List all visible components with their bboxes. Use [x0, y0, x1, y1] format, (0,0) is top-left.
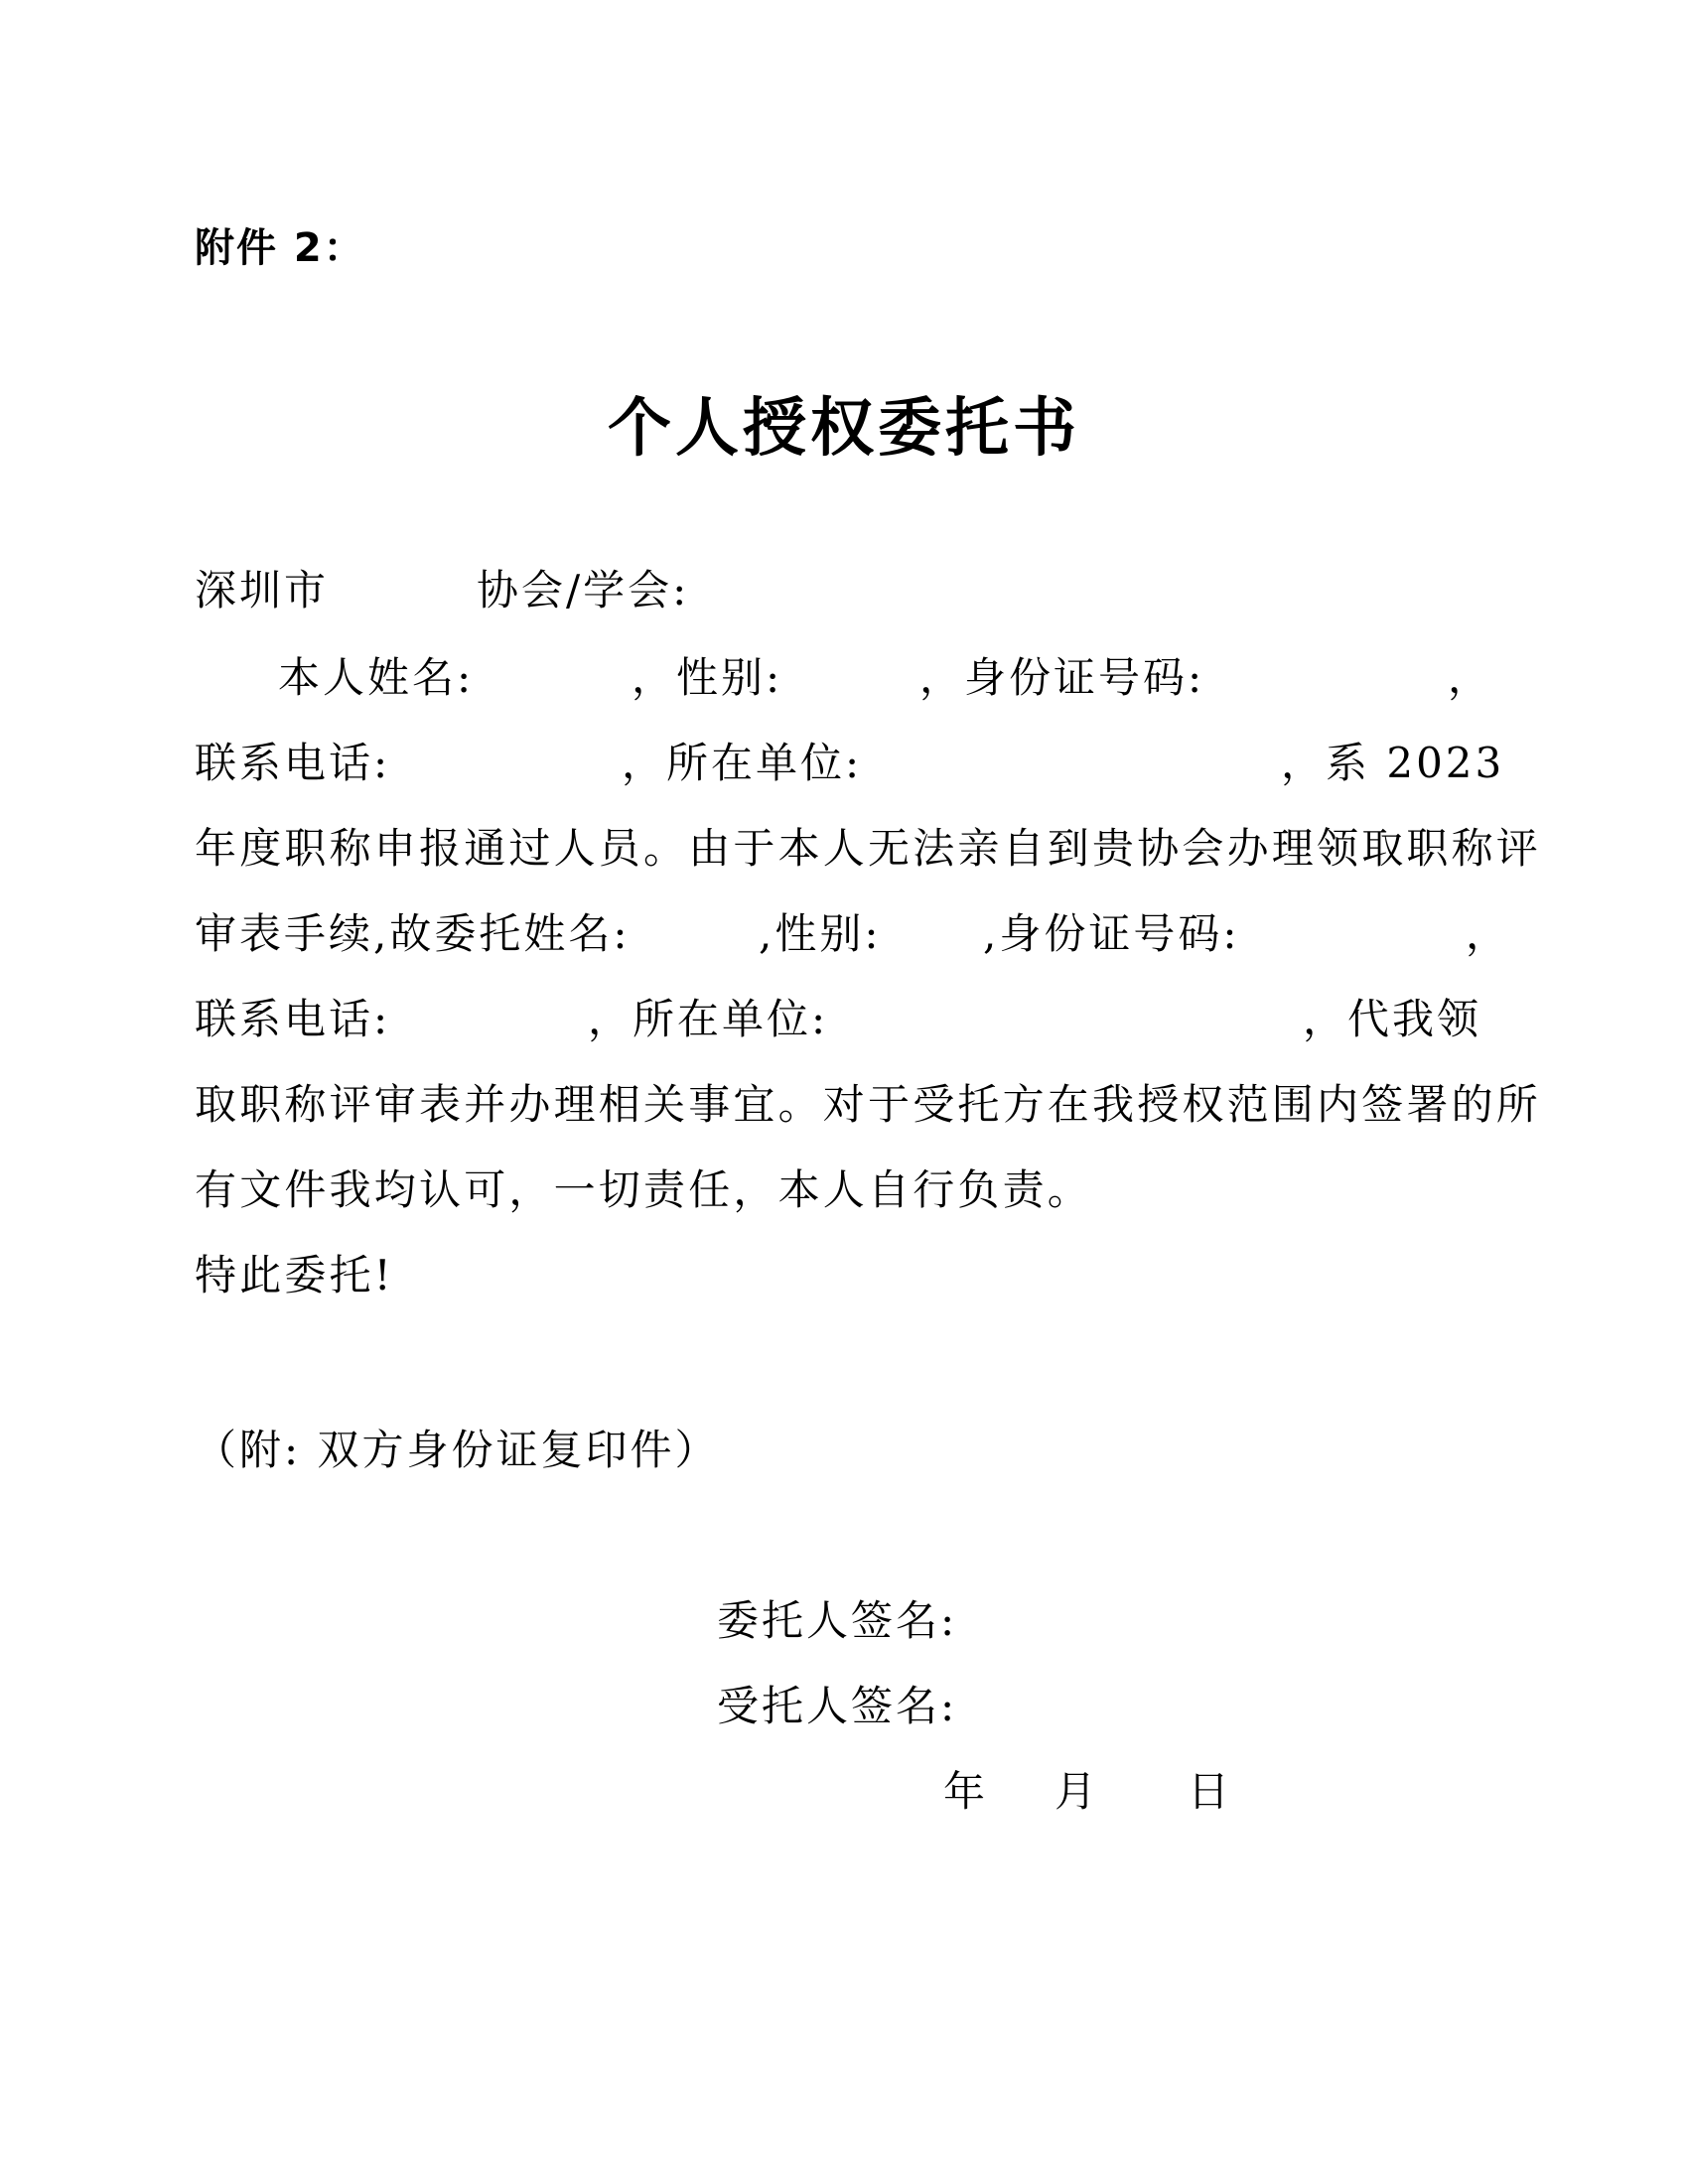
authorization-line: 取职称评审表并办理相关事宜。对于受托方在我授权范围内签署的所 — [195, 1080, 1542, 1129]
agent-unit-label: ，所在单位: — [588, 995, 829, 1043]
date-day-label: 日 — [1188, 1767, 1233, 1816]
date-month-label: 月 — [1055, 1767, 1100, 1816]
closing-text: 特此委托! — [195, 1251, 394, 1299]
reason-line: 年度职称申报通过人员。由于本人无法亲自到贵协会办理领取职称评 — [195, 824, 1542, 873]
salutation — [195, 558, 1495, 617]
year-reference: ，系 2023 — [1281, 739, 1505, 787]
agent-info-line — [195, 901, 1511, 961]
agent-id-label: ,身份证号码: — [983, 909, 1240, 958]
agent-contact-line — [195, 987, 1495, 1046]
attachment-label: 附件 2： — [195, 225, 365, 271]
principal-id-label: ，身份证号码: — [919, 653, 1205, 702]
document-title: 个人授权委托书 — [608, 391, 1080, 466]
line-end-comma: ， — [1466, 909, 1511, 958]
principal-gender-label: ，性别: — [632, 653, 783, 702]
principal-name-label: 本人姓名: — [278, 653, 475, 702]
line-end-comma: ， — [1448, 653, 1493, 702]
agent-gender-label: ,性别: — [759, 909, 882, 958]
agent-name-label: 审表手续,故委托姓名: — [195, 909, 631, 958]
principal-unit-label: ，所在单位: — [622, 739, 863, 787]
principal-contact-line — [195, 731, 1505, 790]
attachment-note: （附: 双方身份证复印件） — [195, 1426, 720, 1474]
principal-info-line — [195, 645, 1495, 705]
principal-phone-label: 联系电话: — [195, 739, 391, 787]
principal-signature-label: 委托人签名: — [717, 1596, 958, 1645]
delegation-text: ，代我领 — [1303, 995, 1482, 1043]
salutation-org: 协会/学会: — [477, 566, 690, 614]
date-year-label: 年 — [943, 1767, 989, 1816]
agent-signature-label: 受托人签名: — [717, 1682, 958, 1730]
agent-phone-label: 联系电话: — [195, 995, 391, 1043]
responsibility-line: 有文件我均认可，一切责任，本人自行负责。 — [195, 1165, 1093, 1214]
salutation-city: 深圳市 — [195, 566, 330, 614]
